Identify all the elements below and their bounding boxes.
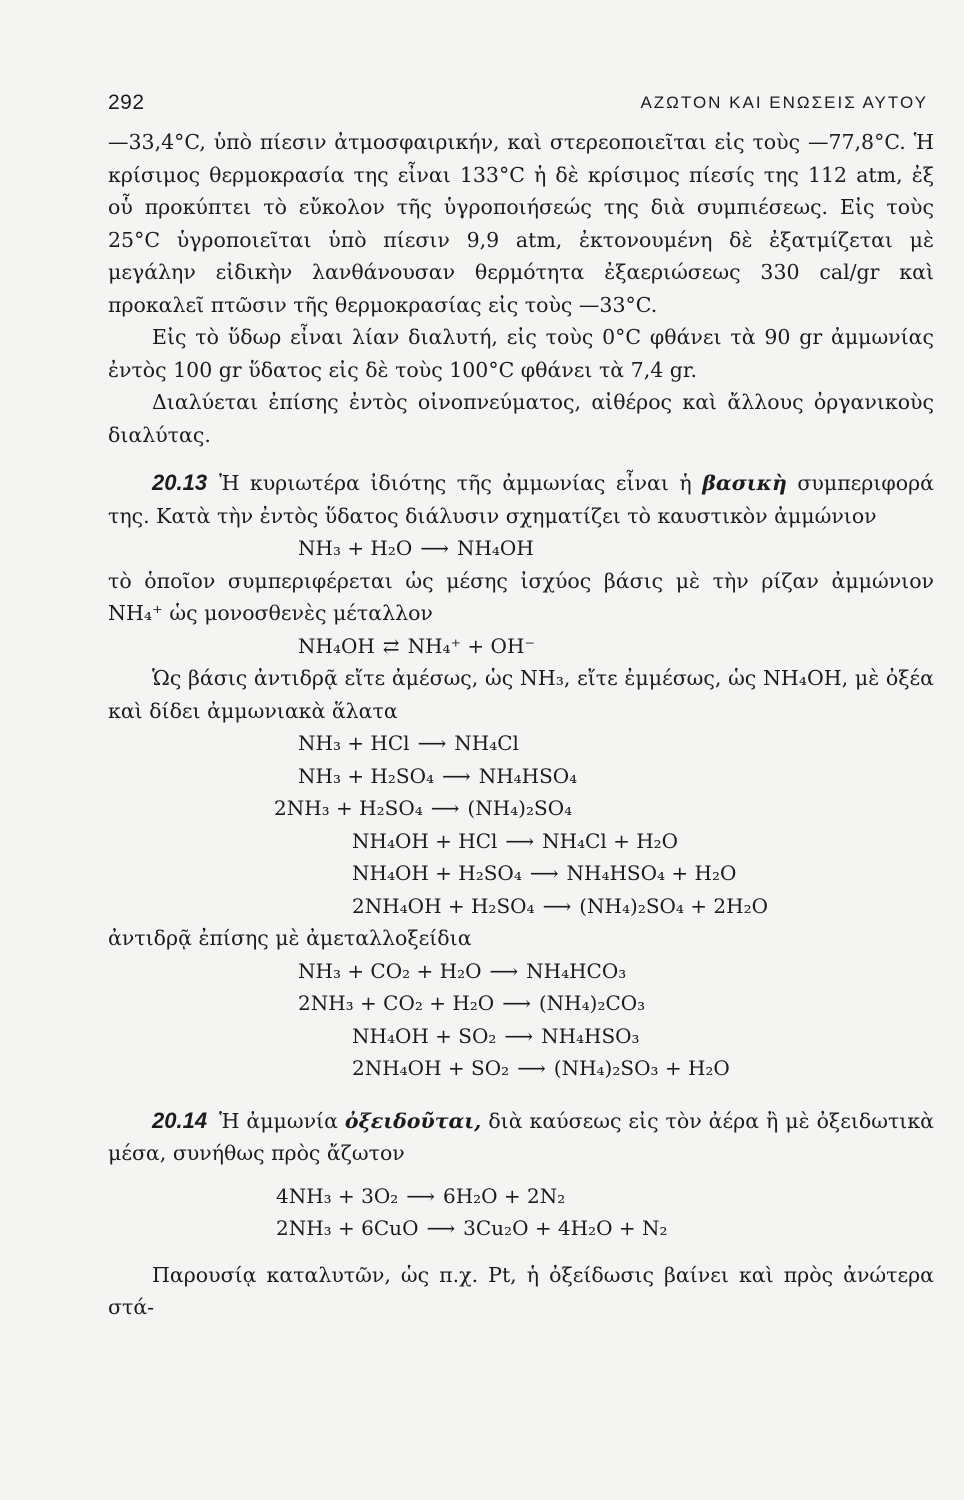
page-body [108,126,934,1324]
equation [352,890,934,923]
oxide-equations [108,955,934,1085]
page-number: 292 [108,91,145,114]
equation-left: 2NH₃ + H₂SO₄ [274,796,423,820]
paragraph-properties: —33,4°C, ὑπὸ πίεσιν ἀτμοσφαιρικήν, καὶ στερεοποιεῖται εἰς τοὺς —77,8°C. Ἡ κρίσιμος θερμοκρασία της εἶναι 133°C ἡ δὲ κρίσιμος πίεσίς της 112 atm, ἐξ οὗ προκύπτει τὸ εὔκολον τῆς ὑγροποιήσεώς της διὰ συμπιέσεως. Εἰς τοὺς 25°C ὑγροποιεῖται ὑπὸ πίεσιν 9,9 atm, ἐκτονουμένη δὲ ἐξατμίζεται μὲ μεγάλην εἰδικὴν λανθάνουσαν θερμότητα ἐξαεριώσεως 330 cal/gr καὶ προκαλεῖ πτῶσιν τῆς θερμοκρασίας εἰς τοὺς —33°C. [108,130,934,317]
equation-right: NH₄HSO₃ [541,1023,640,1048]
equation-right: 3Cu₂O + 4H₂O + N₂ [463,1216,668,1240]
equation [352,825,934,858]
equation-right: NH₄Cl [454,731,519,755]
section-text: Ἡ ἀμμωνία [219,1108,338,1133]
equation-left: NH₄OH [298,633,375,658]
paragraph-oxides: ἀντιδρᾷ ἐπίσης μὲ ἀμεταλλοξείδια [108,926,472,950]
equation-right: NH₄HCO₃ [526,958,627,983]
arrow-right-icon: ⟶ [406,1183,435,1208]
arrow-right-icon: ⟶ [502,991,531,1015]
paragraph-catalysts: Παρουσίᾳ καταλυτῶν, ὡς π.χ. Pt, ἡ ὀξείδωσις βαίνει καὶ πρὸς ἀνώτερα στά- [108,1262,934,1319]
paragraph-solubility-organic: Διαλύεται ἐπίσης ἐντὸς οἰνοπνεύματος, αἰθέρος καὶ ἄλλους ὀργανικοὺς διαλύτας. [108,390,934,447]
acid-equations [108,727,934,922]
equation [298,987,934,1020]
equation-right: NH₄Cl + H₂O [542,828,679,853]
equation-right: NH₄OH [456,536,534,560]
equation-left: NH₄OH + HCl [352,828,498,853]
section-number: 20.13 [152,470,208,495]
arrow-right-icon: ⟶ [430,796,460,820]
paragraph-solubility-water: Εἰς τὸ ὕδωρ εἶναι λίαν διαλυτή, εἰς τοὺς 0°C φθάνει τὰ 90 gr ἀμμωνίας ἐντὸς 100 gr ὕδατος εἰς δὲ τοὺς 100°C φθάνει τὰ 7,4 gr. [108,325,934,382]
equation-left: 2NH₄OH + H₂SO₄ [352,893,535,918]
equation-left: NH₃ + H₂O [298,536,413,560]
equation-right: NH₄⁺ + OH⁻ [407,633,535,658]
arrow-right-icon: ⟶ [420,536,449,560]
running-title: ΑΖΩΤΟΝ ΚΑΙ ΕΝΩΣΕΙΣ ΑΥΤΟΥ [640,93,928,112]
equation [276,1212,934,1245]
equation-left: NH₄OH + SO₂ [352,1023,497,1048]
equation [298,955,934,988]
arrow-right-icon: ⟶ [504,1023,534,1048]
arrow-right-icon: ⟶ [442,763,471,788]
section-text-cont: συμπεριφορά της. Κατὰ τὴν ἐντὸς ὕδατος διάλυσιν σχηματίζει τὸ καυστικὸν ἀμμώνιον [108,471,934,528]
section-20-14 [108,1105,934,1170]
equation-left: 2NH₄OH + SO₂ [352,1056,510,1080]
equation-right: (NH₄)₂CO₃ [538,991,646,1015]
equation [298,727,934,760]
equation-left: 2NH₃ + CO₂ + H₂O [298,991,495,1015]
emphasis-oxidized: ὀξειδοῦται, [344,1108,482,1133]
equation-left: NH₃ + HCl [298,731,410,755]
equation-left: NH₃ + CO₂ + H₂O [298,958,482,983]
arrow-right-icon: ⟶ [529,861,559,885]
equation [274,792,934,825]
arrow-right-icon: ⟶ [417,731,447,755]
equation [108,532,934,565]
section-text: Ἡ κυριωτέρα ἰδιότης τῆς ἀμμωνίας εἶναι ἡ [219,471,692,495]
equation-left: NH₄OH + H₂SO₄ [352,861,522,885]
equation [298,760,934,793]
equilibrium-arrow-icon: ⇄ [382,633,400,658]
arrow-right-icon: ⟶ [517,1056,546,1080]
equation [108,630,934,663]
arrow-right-icon: ⟶ [489,958,519,983]
emphasis-basic: βασικὴ [702,471,787,495]
equation-right: 6H₂O + 2N₂ [442,1183,566,1208]
equation [276,1180,934,1213]
arrow-right-icon: ⟶ [505,828,535,853]
paragraph-ammonium: τὸ ὁποῖον συμπεριφέρεται ὡς μέσης ἰσχύος βάσις μὲ τὴν ρίζαν ἀμμώνιον NH₄⁺ ὡς μονοσθενὲς μέταλλον [108,568,934,625]
equation-left: NH₃ + H₂SO₄ [298,763,435,788]
section-20-13 [108,467,934,532]
equation [352,1020,934,1053]
equation-left: 4NH₃ + 3O₂ [276,1183,399,1208]
equation [352,1052,934,1085]
paragraph-acid-reaction: Ὡς βάσις ἀντιδρᾷ εἴτε ἀμέσως, ὡς NH₃, εἴτε ἐμμέσως, ὡς NH₄OH, μὲ ὀξέα καὶ δίδει ἀμμωνιακὰ ἅλατα [108,666,934,723]
equation-right: NH₄HSO₄ [478,763,578,788]
section-text-cont: διὰ καύσεως εἰς τὸν ἀέρα ἢ μὲ ὀξειδωτικὰ μέσα, συνήθως πρὸς ἄζωτον [108,1108,934,1165]
oxidation-equations [108,1180,934,1245]
equation-right: (NH₄)₂SO₄ [467,796,573,820]
equation-right: NH₄HSO₄ + H₂O [566,861,737,885]
equation-right: (NH₄)₂SO₃ + H₂O [553,1056,730,1080]
equation-left: 2NH₃ + 6CuO [276,1216,419,1240]
arrow-right-icon: ⟶ [542,893,572,918]
equation-right: (NH₄)₂SO₄ + 2H₂O [579,893,768,918]
section-number: 20.14 [152,1107,208,1133]
equation [352,857,934,890]
arrow-right-icon: ⟶ [426,1216,456,1240]
